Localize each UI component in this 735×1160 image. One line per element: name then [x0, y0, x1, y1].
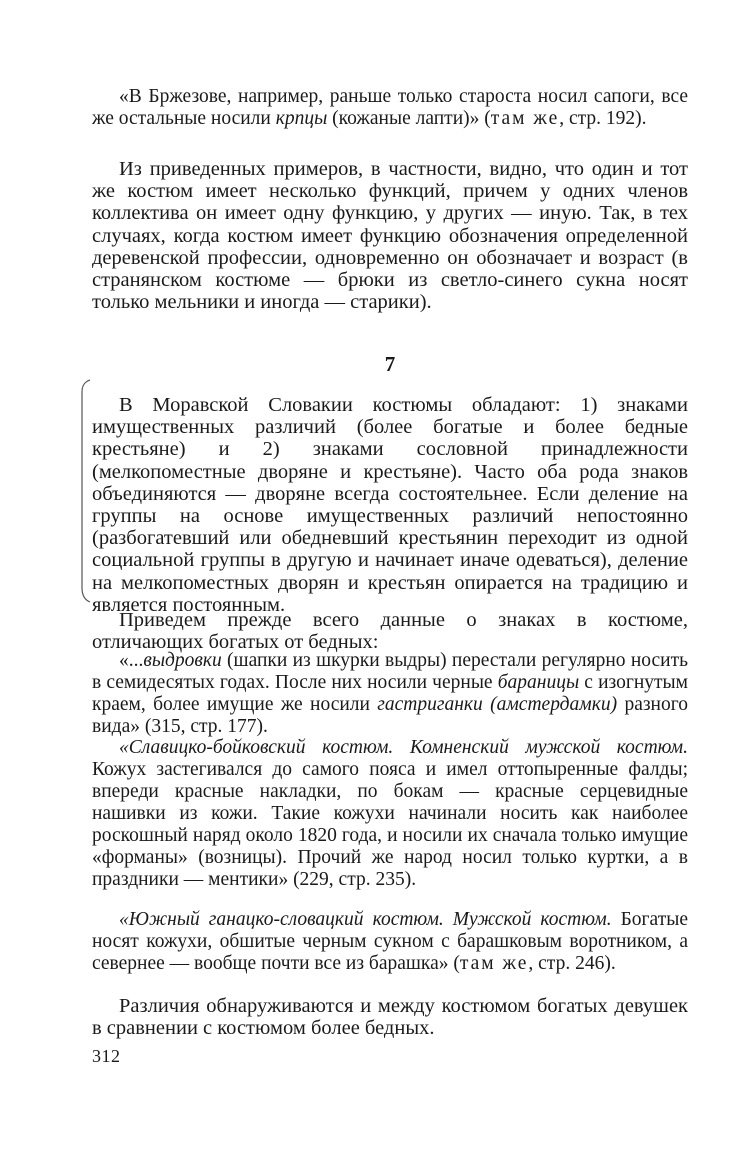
text-run: «...	[119, 650, 144, 671]
spaced-ref: там же	[459, 953, 529, 974]
section-number: 7	[384, 352, 396, 376]
margin-bracket-mark	[78, 378, 92, 604]
text-run: , стр. 192).	[559, 108, 647, 129]
paragraph-functions	[92, 158, 688, 313]
page-number: 312	[92, 1046, 121, 1066]
italic-heading: «Южный ганацко-словацкий костюм. Мужской костюм.	[119, 909, 612, 930]
paragraph-quote-brzhezov	[92, 86, 688, 130]
text-run: (шапки из шкурки выдры) перестали регулярно носить в семидесятых годах. После них носили черные	[92, 650, 688, 693]
paragraph-text: Различия обнаруживаются и между костюмом богатых девушек в сравнении с костюмом более бедных.	[92, 995, 688, 1040]
italic-term: бараницы	[497, 672, 580, 693]
text-run: Богатые носят кожухи, обшитые черным сукном с барашковым воротником, а севернее — вообще почти все из барашка» (	[92, 909, 688, 974]
paragraph-intro-signs	[92, 609, 688, 653]
text-run: (кожаные лапти)» (	[327, 108, 491, 129]
quote-vydrovki	[92, 650, 688, 738]
text-run: разного вида» (315, стр. 177).	[92, 694, 688, 737]
text-run: «В Бржезове, например, раньше только староста носил сапоги, все же остальные носили	[92, 86, 688, 129]
quote-slavicko-kozhukh	[92, 737, 688, 891]
italic-term: выдровки	[143, 650, 222, 671]
text-run: Кожух застегивался до самого пояса и имел оттопыренные фалды; впереди красные накладки, по бокам — красные серцевидные нашивки из кожи. Такие кожухи начинали носить как наиболее роскошный наряд около 1820 года, и носили их сначала только имущие «форманы» (возницы). Прочий же народ носил только куртки, а в праздники — ментики» (229, стр. 235).	[92, 759, 688, 890]
paragraph-text: Из приведенных примеров, в частности, видно, что один и тот же костюм имеет несколько функций, причем у одних членов коллектива он имеет одну функцию, у других — иную. Так, в тех случаях, когда костюм имеет функцию обозначения определенной деревенской профессии, одновременно он обозначает и возраст (в странянском костюме — брюки из светло-синего сукна носят только мельники и иногда — старики).	[92, 158, 688, 314]
paragraph-girls-costume	[92, 995, 688, 1039]
text-run: , стр. 246).	[528, 953, 616, 974]
paragraph-text: В Моравской Словакии костюмы обладают: 1) знаками имущественных различий (более богатые и более бедные крестьяне) и 2) знаками сословной принадлежности (мелкопоместные дворяне и крестьяне). Часто оба рода знаков объединяются — дворяне всегда состоятельнее. Если деление на группы на основе имущественных различий непостоянно (разбогатевший или обедневший крестьянин переходит из одной социальной группы в другую и начинает иначе одеваться), деление на мелкопоместных дворян и крестьян опирается на традицию и является постоянным.	[92, 394, 688, 616]
paragraph-text: Приведем прежде всего данные о знаках в костюме, отличающих богатых от бедных:	[92, 609, 688, 654]
text-run: с изогнутым краем, более имущие же носили	[92, 672, 688, 715]
quote-southern-hanak	[92, 909, 688, 975]
italic-term: гастриганки (амстердамки)	[377, 694, 618, 715]
italic-heading: «Славицко-бойковский костюм. Комненский мужской костюм.	[119, 737, 688, 758]
spaced-ref: там же	[490, 108, 560, 129]
paragraph-moravian-slovakia	[92, 394, 688, 616]
italic-term: крпцы	[275, 108, 328, 129]
